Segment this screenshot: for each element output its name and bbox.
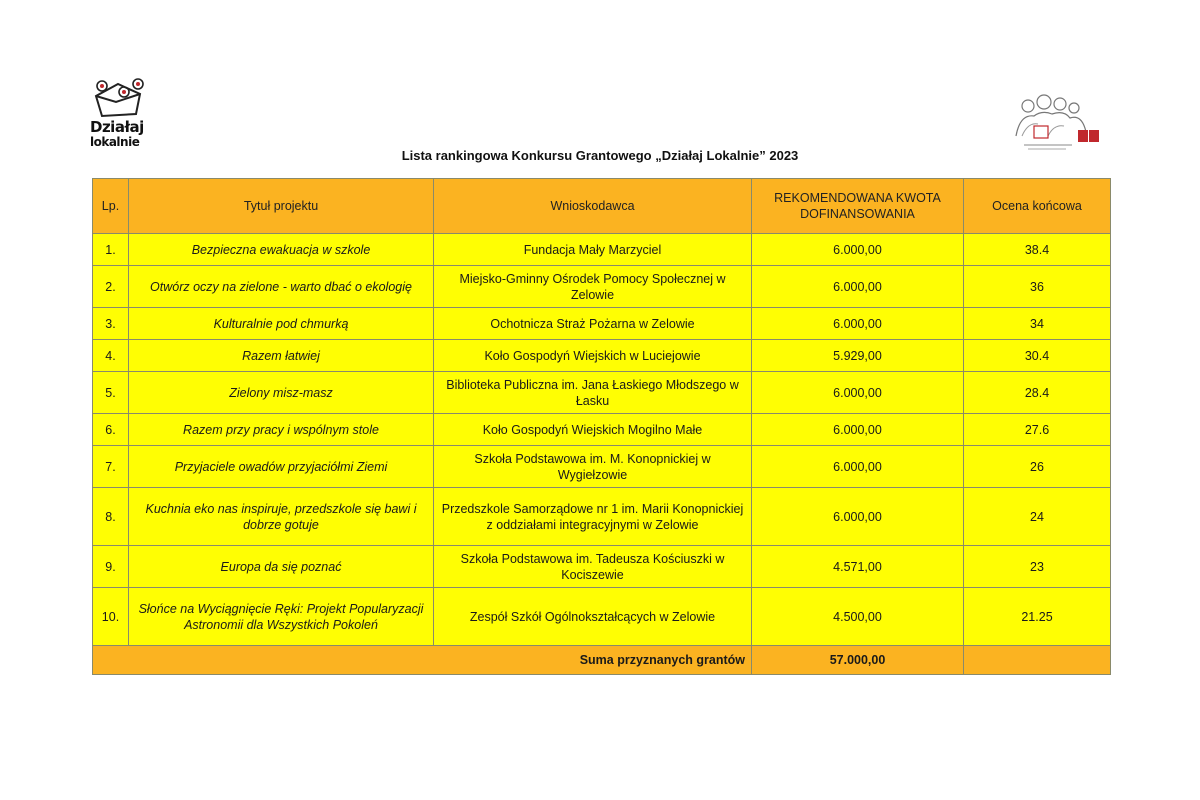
cell-applicant: Miejsko-Gminny Ośrodek Pomocy Społecznej w Zelowie [434,266,752,308]
cell-lp: 4. [93,340,129,372]
cell-applicant: Biblioteka Publiczna im. Jana Łaskiego Młodszego w Łasku [434,372,752,414]
cell-title: Kulturalnie pod chmurką [129,308,434,340]
cell-amount: 4.571,00 [752,546,964,588]
table-row [93,372,1111,414]
table-row [93,308,1111,340]
cell-title: Otwórz oczy na zielone - warto dbać o ekologię [129,266,434,308]
table-row [93,340,1111,372]
cell-score: 26 [964,446,1111,488]
cell-applicant: Koło Gospodyń Wiejskich w Luciejowie [434,340,752,372]
table-header-row [93,179,1111,234]
dzialaj-lokalnie-logo-icon [92,76,146,120]
cell-score: 21.25 [964,588,1111,646]
cell-amount: 6.000,00 [752,446,964,488]
cell-amount: 6.000,00 [752,266,964,308]
cell-applicant: Przedszkole Samorządowe nr 1 im. Marii Konopnickiej z oddziałami integracyjnymi w Zelowie [434,488,752,546]
header-score: Ocena końcowa [964,179,1111,234]
cell-title: Bezpieczna ewakuacja w szkole [129,234,434,266]
cell-lp: 1. [93,234,129,266]
logo-word-1: Działaj [90,118,144,136]
cell-title: Słońce na Wyciągnięcie Ręki: Projekt Popularyzacji Astronomii dla Wszystkich Pokoleń [129,588,434,646]
cell-applicant: Ochotnicza Straż Pożarna w Zelowie [434,308,752,340]
cell-score: 36 [964,266,1111,308]
cell-applicant: Fundacja Mały Marzyciel [434,234,752,266]
ranking-table [92,178,1111,675]
cell-lp: 8. [93,488,129,546]
table-row [93,234,1111,266]
cell-lp: 6. [93,414,129,446]
cell-lp: 10. [93,588,129,646]
cell-score: 24 [964,488,1111,546]
page-title: Lista rankingowa Konkursu Grantowego „Działaj Lokalnie” 2023 [401,148,799,163]
dzialaj-lokalnie-logo [88,76,150,156]
cell-score: 34 [964,308,1111,340]
cell-title: Europa da się poznać [129,546,434,588]
cell-score: 27.6 [964,414,1111,446]
cell-applicant: Zespół Szkół Ogólnokształcących w Zelowie [434,588,752,646]
cell-title: Przyjaciele owadów przyjaciółmi Ziemi [129,446,434,488]
cell-amount: 6.000,00 [752,488,964,546]
cell-lp: 5. [93,372,129,414]
table-row [93,588,1111,646]
cell-title: Razem przy pracy i wspólnym stole [129,414,434,446]
table-row [93,488,1111,546]
cell-amount: 6.000,00 [752,234,964,266]
cell-amount: 6.000,00 [752,372,964,414]
sum-empty-cell [964,646,1111,675]
cell-score: 28.4 [964,372,1111,414]
cell-amount: 6.000,00 [752,414,964,446]
cell-score: 23 [964,546,1111,588]
cell-score: 30.4 [964,340,1111,372]
logo-word-2: lokalnie [90,135,140,149]
header-applicant: Wnioskodawca [434,179,752,234]
cell-amount: 4.500,00 [752,588,964,646]
cell-lp: 2. [93,266,129,308]
cell-lp: 7. [93,446,129,488]
cell-title: Zielony misz-masz [129,372,434,414]
cell-applicant: Koło Gospodyń Wiejskich Mogilno Małe [434,414,752,446]
cell-applicant: Szkoła Podstawowa im. M. Konopnickiej w Wygiełzowie [434,446,752,488]
cell-amount: 5.929,00 [752,340,964,372]
cell-title: Razem łatwiej [129,340,434,372]
header-title: Tytuł projektu [129,179,434,234]
cell-amount: 6.000,00 [752,308,964,340]
cell-score: 38.4 [964,234,1111,266]
table-row [93,414,1111,446]
sum-total: 57.000,00 [752,646,964,675]
table-row [93,446,1111,488]
header-lp: Lp. [93,179,129,234]
cell-applicant: Szkoła Podstawowa im. Tadeusza Kościuszki w Kociszewie [434,546,752,588]
table-row [93,266,1111,308]
cell-title: Kuchnia eko nas inspiruje, przedszkole się bawi i dobrze gotuje [129,488,434,546]
sum-label: Suma przyznanych grantów [93,646,752,675]
header-amount: REKOMENDOWANA KWOTA DOFINANSOWANIA [752,179,964,234]
cell-lp: 3. [93,308,129,340]
cell-lp: 9. [93,546,129,588]
table-footer-row [93,646,1111,675]
local-partner-logo-icon [1008,92,1102,154]
table-row [93,546,1111,588]
